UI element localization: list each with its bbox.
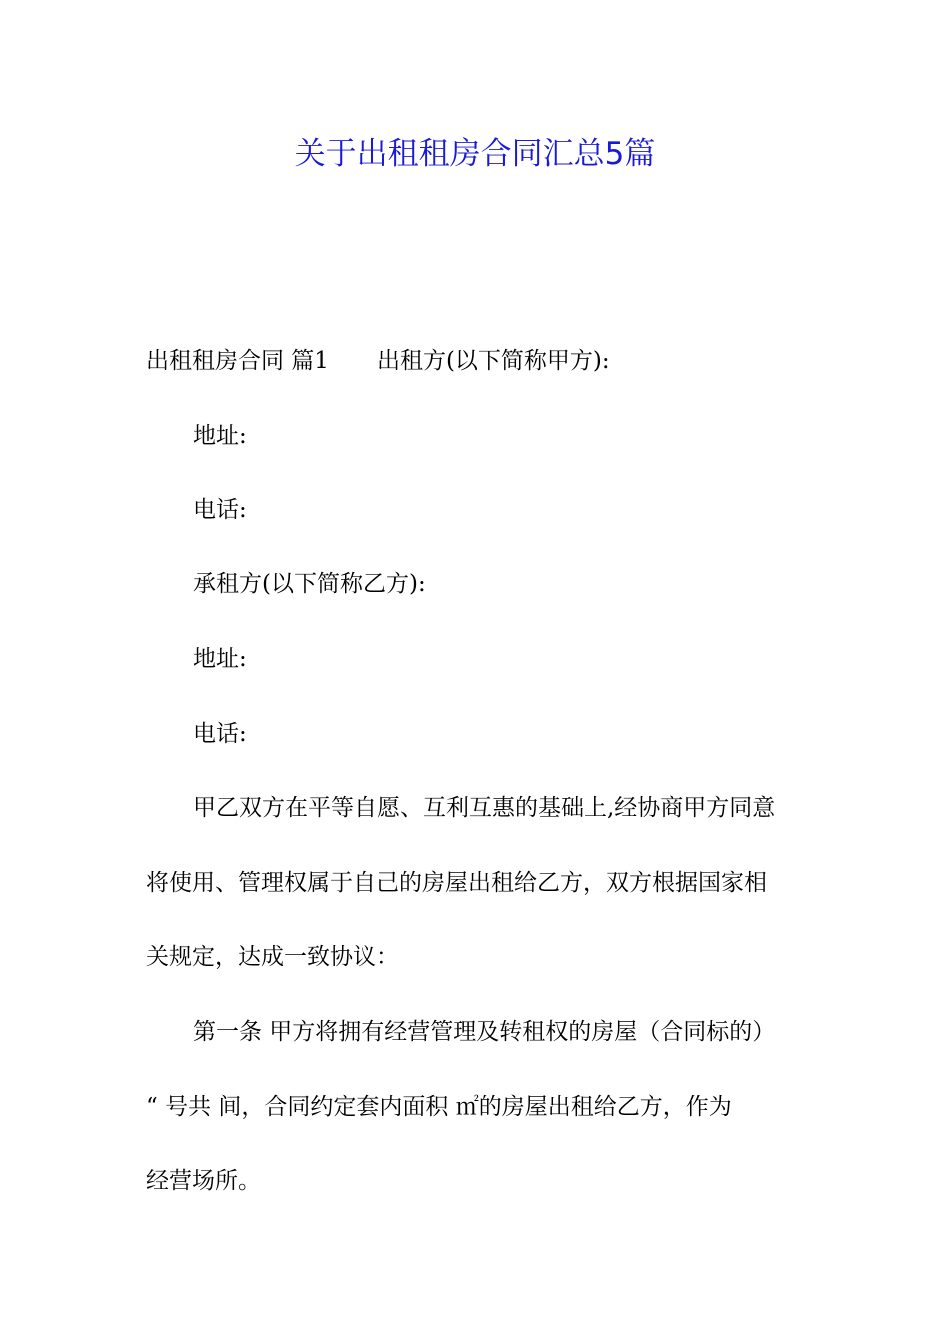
document-title: 关于出租租房合同汇总5篇 (294, 136, 656, 172)
article1-line-1: 第一条 甲方将拥有经营管理及转租权的房屋（合同标的） (193, 1019, 776, 1045)
lessee-label: 承租方(以下简称乙方): (193, 571, 426, 597)
lessor-label: 出租方(以下简称甲方): (376, 348, 610, 374)
lessor-phone-label: 电话: (193, 497, 247, 523)
preamble-line-2: 将使用、管理权属于自己的房屋出租给乙方，双方根据国家相 (146, 870, 767, 896)
lessee-phone-label: 电话: (193, 721, 247, 747)
preamble-line-1: 甲乙双方在平等自愿、互利互惠的基础上,经协商甲方同意 (193, 795, 776, 821)
article1-line-3: 经营场所。 (146, 1168, 261, 1194)
lessee-address-label: 地址: (193, 646, 247, 672)
article1-line-2: “ 号共 间，合同约定套内面积 ㎡的房屋出租给乙方，作为 (146, 1094, 732, 1120)
section-heading: 出租租房合同 篇1 (146, 348, 329, 374)
section-heading-line (146, 345, 610, 377)
preamble-line-3: 关规定，达成一致协议： (146, 944, 399, 970)
lessor-address-label: 地址: (193, 423, 247, 449)
